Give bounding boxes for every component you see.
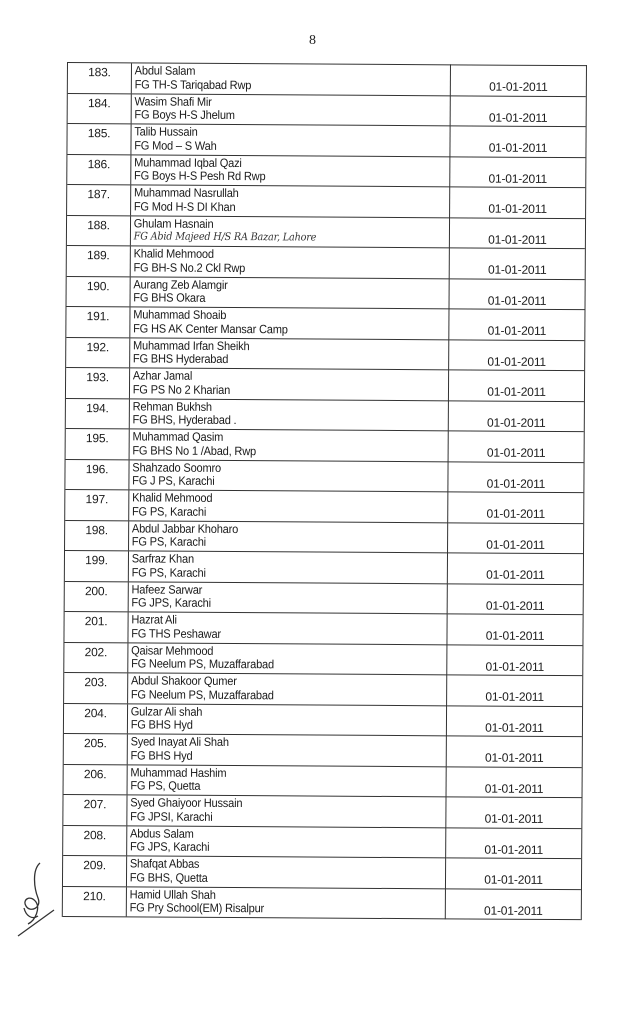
employee-name: Muhammad Nasrullah — [133, 185, 239, 201]
school-name: FG J PS, Karachi — [132, 473, 215, 488]
table-row — [67, 216, 450, 249]
effective-date: 01-01-2011 — [449, 309, 584, 340]
serial-number: 204. — [64, 703, 128, 733]
employee-name: Abdul Jabbar Khoharo — [131, 520, 239, 536]
name-school-cell — [129, 490, 423, 521]
table-row — [66, 338, 449, 371]
table-row — [65, 581, 448, 614]
effective-date: 01-01-2011 — [449, 401, 584, 432]
table-row — [66, 307, 449, 340]
employee-name: Sarfraz Khan — [131, 551, 194, 566]
effective-date: 01-01-2011 — [446, 889, 581, 920]
table-row — [65, 520, 448, 553]
table-row — [67, 155, 450, 188]
employee-name: Gulzar Ali shah — [130, 703, 203, 719]
employee-name: Khalid Mehmood — [133, 246, 214, 261]
serial-number: 183. — [68, 63, 132, 93]
effective-date: 01-01-2011 — [446, 797, 581, 828]
employee-name: Rehman Bukhsh — [132, 398, 212, 414]
table-row — [67, 277, 450, 310]
employee-name: Ghulam Hasnain — [133, 215, 214, 231]
serial-number: 196. — [65, 459, 129, 489]
name-school-cell — [127, 826, 421, 857]
serial-number: 200. — [65, 581, 129, 611]
effective-date: 01-01-2011 — [446, 858, 581, 889]
signature-mark — [10, 858, 60, 938]
employee-name: Wasim Shafi Mir — [134, 93, 212, 109]
school-name: FG Neelum PS, Muzaffarabad — [131, 656, 275, 672]
name-school-cell — [127, 856, 421, 887]
serial-number: 192. — [66, 338, 130, 368]
school-name: FG BHS, Hyderabad . — [132, 412, 237, 428]
effective-date: 01-01-2011 — [448, 584, 583, 615]
table-row — [63, 795, 446, 828]
effective-date: 01-01-2011 — [448, 492, 583, 523]
school-name: FG JPS, Karachi — [131, 595, 211, 610]
effective-date: 01-01-2011 — [447, 767, 582, 798]
name-school-cell — [128, 612, 422, 643]
name-school-cell — [128, 765, 422, 796]
table-row — [67, 185, 450, 218]
effective-date: 01-01-2011 — [449, 370, 584, 401]
table-row — [66, 368, 449, 401]
school-name: FG BHS Hyderabad — [132, 351, 229, 366]
school-name: FG Mod – S Wah — [134, 137, 217, 153]
serial-number: 194. — [66, 398, 130, 428]
name-school-cell — [129, 460, 423, 491]
name-school-cell — [129, 521, 423, 552]
employee-name: Qaisar Mehmood — [131, 642, 214, 658]
employee-name: Abdul Shakoor Qumer — [130, 673, 237, 689]
name-school-cell — [131, 216, 425, 247]
effective-date: 01-01-2011 — [448, 553, 583, 584]
table-row — [65, 490, 448, 523]
table-row — [64, 764, 447, 797]
name-school-cell — [132, 63, 426, 94]
name-school-cell — [131, 124, 425, 155]
effective-date: 01-01-2011 — [447, 675, 582, 706]
school-name: FG BHS No 1 /Abad, Rwp — [132, 442, 257, 458]
school-name: FG Neelum PS, Muzaffarabad — [130, 686, 274, 702]
effective-date: 01-01-2011 — [447, 706, 582, 737]
table-row — [67, 246, 450, 279]
serial-number: 209. — [63, 856, 127, 886]
serial-number: 202. — [64, 642, 128, 672]
table-row — [67, 124, 450, 157]
serial-number: 203. — [64, 673, 128, 703]
serial-number: 189. — [67, 246, 131, 276]
effective-date: 01-01-2011 — [448, 462, 583, 493]
name-school-cell — [128, 734, 422, 765]
employee-name: Hafeez Sarwar — [131, 581, 203, 597]
effective-date: 01-01-2011 — [450, 218, 585, 249]
employee-name: Muhammad Iqbal Qazi — [134, 154, 242, 170]
table-row — [66, 429, 449, 462]
employee-name: Muhammad Qasim — [132, 429, 224, 444]
school-name: FG JPSI, Karachi — [130, 808, 213, 824]
employee-name: Khalid Mehmood — [132, 490, 213, 505]
table-left-columns — [62, 62, 451, 919]
serial-number: 184. — [68, 94, 132, 124]
employee-name: Aurang Zeb Alamgir — [133, 276, 228, 292]
employee-name: Muhammad Shoaib — [133, 307, 227, 322]
name-school-cell — [128, 673, 422, 704]
name-school-cell — [127, 795, 421, 826]
table-row — [65, 551, 448, 584]
serial-number: 205. — [64, 734, 128, 764]
serial-number: 190. — [67, 277, 131, 307]
effective-date: 01-01-2011 — [449, 340, 584, 371]
page-number: 8 — [309, 33, 316, 48]
name-school-cell — [131, 277, 425, 308]
serial-number: 191. — [66, 307, 130, 337]
employee-name: Shahzado Soomro — [132, 459, 222, 475]
effective-date: 01-01-2011 — [451, 65, 586, 96]
name-school-cell — [128, 643, 422, 674]
school-name: FG PS No 2 Kharian — [132, 381, 231, 397]
employee-name: Shafqat Abbas — [129, 856, 200, 871]
serial-number: 195. — [66, 429, 130, 459]
school-name: FG BHS Okara — [133, 290, 206, 305]
employee-name: Talib Hussain — [134, 124, 198, 139]
effective-date: 01-01-2011 — [447, 645, 582, 676]
effective-date: 01-01-2011 — [450, 248, 585, 279]
serial-number: 198. — [65, 520, 129, 550]
employee-name: Muhammad Irfan Sheikh — [132, 337, 250, 353]
table-row — [64, 642, 447, 675]
effective-date: 01-01-2011 — [448, 523, 583, 554]
table-row — [66, 398, 449, 431]
school-name: FG Boys H-S Pesh Rd Rwp — [134, 168, 266, 184]
serial-number: 206. — [64, 764, 128, 794]
effective-date: 01-01-2011 — [446, 828, 581, 859]
serial-number: 208. — [63, 825, 127, 855]
effective-date: 01-01-2011 — [450, 126, 585, 157]
effective-date: 01-01-2011 — [447, 736, 582, 767]
name-school-cell — [129, 551, 423, 582]
employee-name: Syed Ghaiyoor Hussain — [130, 795, 243, 811]
serial-number: 201. — [64, 612, 128, 642]
school-name: FG BH-S No.2 Ckl Rwp — [133, 259, 246, 275]
effective-date: 01-01-2011 — [450, 187, 585, 218]
employee-name: Abdul Salam — [134, 63, 196, 78]
table-row — [64, 734, 447, 767]
name-school-cell — [130, 368, 424, 399]
school-name: FG PS, Karachi — [131, 503, 207, 519]
school-name: FG BHS Hyd — [130, 717, 193, 732]
school-name: FG BHS Hyd — [130, 747, 193, 763]
serial-number: 207. — [63, 795, 127, 825]
school-name: FG HS AK Center Mansar Camp — [133, 320, 288, 336]
name-school-cell — [131, 185, 425, 216]
school-name: FG Abid Majeed H/S RA Bazar, Lahore — [133, 230, 317, 244]
serial-number: 193. — [66, 368, 130, 398]
school-name: FG BHS, Quetta — [129, 869, 208, 885]
name-school-cell — [131, 246, 425, 277]
name-school-cell — [129, 582, 423, 613]
name-school-cell — [132, 94, 426, 125]
school-name: FG THS Peshawar — [131, 625, 222, 641]
table-row — [68, 94, 451, 127]
serial-number: 210. — [63, 886, 127, 916]
serial-number: 185. — [67, 124, 131, 154]
employee-name: Muhammad Hashim — [130, 764, 227, 780]
effective-date: 01-01-2011 — [447, 614, 582, 645]
table-row — [65, 459, 448, 492]
name-school-cell — [127, 887, 421, 918]
effective-date: 01-01-2011 — [449, 431, 584, 462]
table-row — [63, 856, 446, 889]
school-name: FG PS, Karachi — [131, 534, 206, 549]
school-name: FG Mod H-S DI Khan — [133, 198, 236, 214]
employee-name: Hamid Ullah Shah — [129, 886, 216, 902]
serial-number: 186. — [67, 155, 131, 185]
name-school-cell — [131, 155, 425, 186]
school-name: FG PS, Quetta — [130, 778, 201, 793]
name-school-cell — [130, 338, 424, 369]
effective-date: 01-01-2011 — [449, 279, 584, 310]
table-row — [64, 703, 447, 736]
table-date-column — [445, 64, 587, 920]
name-school-cell — [128, 704, 422, 735]
employee-name: Azhar Jamal — [132, 368, 193, 383]
table-row — [63, 825, 446, 858]
school-name: FG Pry School(EM) Risalpur — [129, 900, 265, 916]
school-name: FG JPS, Karachi — [129, 839, 210, 854]
serial-number: 199. — [65, 551, 129, 581]
appointments-table — [62, 62, 585, 935]
effective-date: 01-01-2011 — [450, 157, 585, 188]
serial-number: 197. — [65, 490, 129, 520]
table-row — [64, 612, 447, 645]
name-school-cell — [130, 307, 424, 338]
table-row — [64, 673, 447, 706]
name-school-cell — [130, 399, 424, 430]
employee-name: Syed Inayat Ali Shah — [130, 734, 229, 750]
serial-number: 187. — [67, 185, 131, 215]
school-name: FG Boys H-S Jhelum — [134, 107, 235, 123]
employee-name: Abdus Salam — [130, 825, 194, 841]
table-row — [63, 886, 446, 919]
serial-number: 188. — [67, 216, 131, 246]
effective-date: 01-01-2011 — [451, 96, 586, 127]
school-name: FG PS, Karachi — [131, 564, 206, 580]
school-name: FG TH-S Tariqabad Rwp — [134, 76, 252, 92]
name-school-cell — [130, 429, 424, 460]
table-row — [68, 63, 451, 96]
employee-name: Hazrat Ali — [131, 612, 177, 627]
